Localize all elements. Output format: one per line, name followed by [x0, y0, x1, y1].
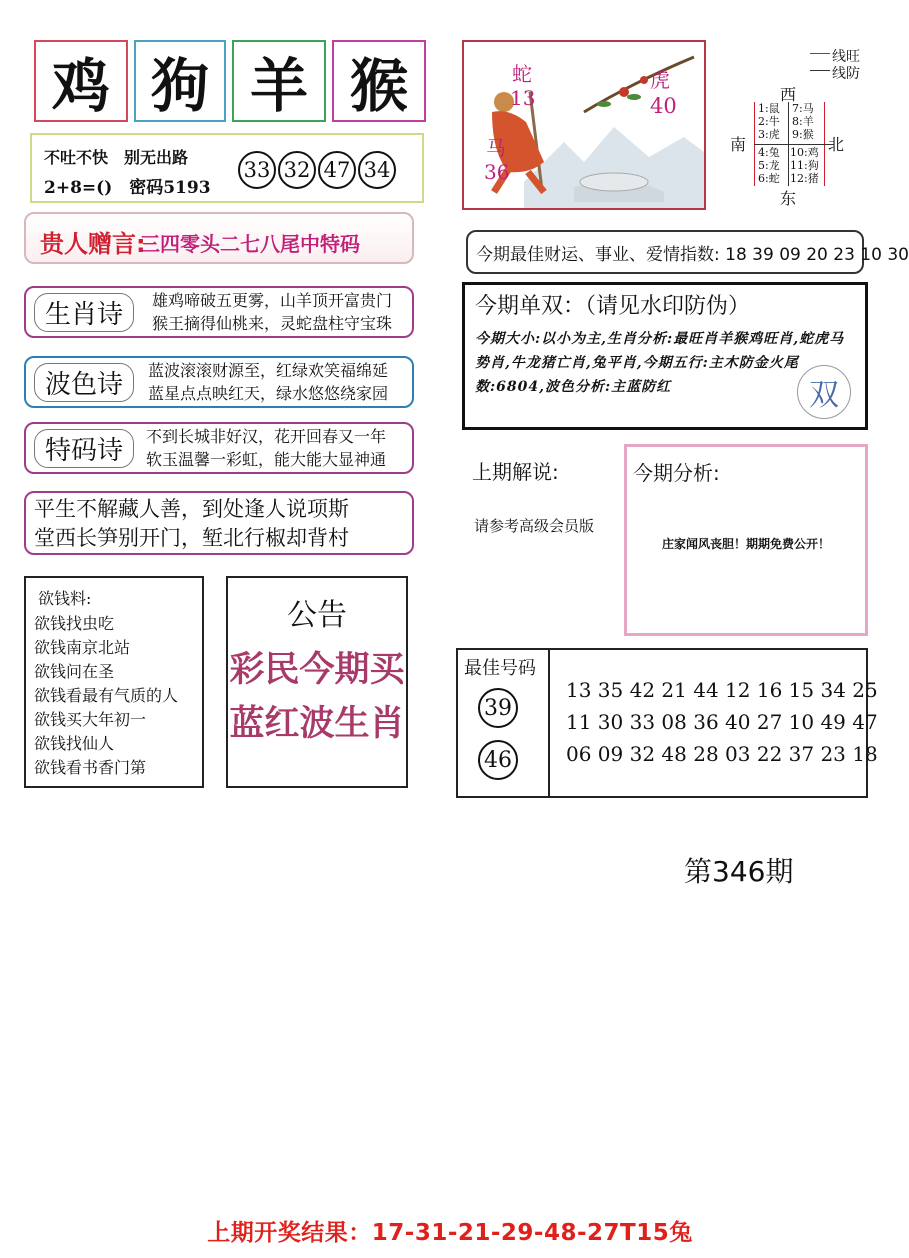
compass-col-1b: 4:兔 5:龙 6:蛇 — [758, 146, 780, 185]
list-item: 欲钱找仙人 — [34, 734, 115, 753]
riddle-numbers — [238, 151, 398, 189]
legend-lucky: 线旺 — [832, 49, 860, 65]
snake-label: 蛇 — [512, 62, 532, 86]
number-circle: 32 — [278, 151, 316, 189]
color-poem-label: 波色诗 — [34, 363, 134, 402]
last-explain-title: 上期解说: — [472, 460, 559, 484]
riddle-line-1: 不吐不快 别无出路 — [44, 148, 189, 167]
zodiac-label: 猴 — [349, 52, 408, 120]
riddle-box — [30, 133, 424, 203]
single-double-title: 今期单双：（请见水印防伪） — [475, 294, 751, 319]
watermark-stamp-icon: 双 — [797, 365, 851, 419]
riddle-line-2: 2+8=() 密码5193 — [44, 178, 211, 198]
analysis-box — [624, 444, 868, 636]
special-poem-box — [24, 422, 414, 474]
fortune-index-box — [466, 230, 909, 274]
zodiac-poem-box — [24, 286, 414, 338]
noble-words-label: 贵人赠言: — [40, 230, 146, 258]
zodiac-label: 鸡 — [51, 52, 110, 120]
zodiac-box-dog — [134, 40, 226, 122]
color-poem-box — [24, 356, 414, 408]
analysis-title: 今期分析: — [633, 461, 720, 485]
number-circle: 47 — [318, 151, 356, 189]
compass-south: 南 — [730, 135, 747, 154]
best-numbers-box — [456, 648, 878, 798]
compass-col-1a: 1:鼠 2:牛 3:虎 — [758, 102, 780, 141]
poem-line: 雄鸡啼破五更雾，山羊顶开富贵门 — [152, 291, 393, 310]
number-circle: 34 — [358, 151, 396, 189]
zodiac-picture — [462, 40, 706, 210]
number-row: 13 35 42 21 44 12 16 15 34 25 — [566, 678, 878, 702]
zodiac-box-rooster — [34, 40, 128, 122]
horse-number: 36 — [484, 160, 510, 184]
number-row: 11 30 33 08 36 40 27 10 49 47 — [566, 710, 878, 734]
list-item: 欲钱看书香门第 — [34, 758, 147, 777]
notice-title: 公告 — [287, 598, 347, 633]
snake-number: 13 — [510, 86, 536, 110]
analysis-text: 庄家闻风丧胆！期期免费公开！ — [661, 537, 830, 551]
best-pick-circle: 39 — [478, 688, 518, 728]
compass-chart — [724, 40, 874, 210]
list-item: 欲钱看最有气质的人 — [34, 686, 179, 705]
issue-number: 第346期 — [684, 855, 794, 888]
noble-words-banner — [24, 212, 414, 264]
poem-line: 猴王摘得仙桃来，灵蛇盘柱守宝珠 — [152, 314, 393, 333]
verse-line: 堂西长笋别开门，堑北行椒却背村 — [34, 526, 349, 550]
money-riddle-box — [24, 576, 204, 788]
single-double-box — [462, 282, 868, 430]
poem-line: 蓝星点点映红天，绿水悠悠绕家园 — [148, 384, 389, 403]
fortune-index-text: 今期最佳财运、事业、爱情指数: 18 39 09 20 23 10 30 — [476, 245, 909, 265]
verse-line: 平生不解藏人善，到处逢人说项斯 — [34, 497, 349, 521]
last-explain-note: 请参考高级会员版 — [474, 517, 595, 535]
zodiac-box-monkey — [332, 40, 426, 122]
best-numbers-grid — [566, 674, 878, 770]
list-item: 欲钱南京北站 — [34, 638, 131, 657]
notice-line-2: 蓝红波生肖 — [229, 703, 405, 744]
compass-col-2b: 10:鸡 11:狗 12:猪 — [790, 146, 819, 185]
best-pick-circle: 46 — [478, 740, 518, 780]
zodiac-box-goat — [232, 40, 326, 122]
horse-label: 马 — [486, 136, 506, 160]
single-double-body: 今期大小:以小为主,生肖分析:最旺肖羊猴鸡旺肖,蛇虎马势肖,牛龙猪亡肖,兔平肖,今期五行:主木防金火尾数:6804,波色分析:主蓝防红 — [475, 331, 845, 395]
compass-north: 北 — [828, 135, 845, 154]
last-draw-result: 上期开奖结果：17-31-21-29-48-27T15兔 — [207, 1220, 693, 1246]
compass-col-2a: 7:马 8:羊 9:猴 — [792, 102, 814, 141]
tiger-label: 虎 — [650, 68, 670, 92]
legend-black-line — [810, 70, 830, 71]
zodiac-poem-label: 生肖诗 — [34, 293, 134, 332]
zodiac-label: 羊 — [249, 52, 308, 120]
verse-text — [34, 495, 349, 553]
poem-line: 软玉温馨一彩虹，能大能大显神通 — [146, 450, 387, 469]
money-riddle-title: 欲钱料: — [38, 589, 92, 608]
notice-line-1: 彩民今期买 — [229, 649, 405, 690]
verse-box — [24, 491, 414, 555]
compass-east: 东 — [780, 189, 797, 208]
poem-line: 不到长城非好汉，花开回春又一年 — [146, 427, 387, 446]
number-row: 06 09 32 48 28 03 22 37 23 18 — [566, 742, 878, 766]
poem-line: 蓝波滚滚财源至，红绿欢笑福绵延 — [148, 361, 389, 380]
special-poem-label: 特码诗 — [34, 429, 134, 468]
list-item: 欲钱找虫吃 — [34, 614, 115, 633]
compass-west: 西 — [780, 85, 797, 104]
list-item: 欲钱问在圣 — [34, 662, 115, 681]
noble-words-text: 三四零头二七八尾中特码 — [140, 232, 360, 256]
tiger-number: 40 — [650, 94, 677, 118]
notice-box — [226, 576, 408, 788]
zodiac-poem-text — [152, 289, 392, 335]
best-picks-panel — [458, 650, 550, 796]
color-poem-text — [148, 359, 388, 405]
special-poem-text — [146, 425, 386, 471]
zodiac-label: 狗 — [150, 52, 209, 120]
money-riddle-list — [34, 612, 178, 780]
legend-guard: 线防 — [832, 66, 860, 82]
list-item: 欲钱买大年初一 — [34, 710, 147, 729]
best-numbers-title: 最佳号码 — [464, 658, 536, 679]
legend-red-line — [810, 53, 830, 54]
number-circle: 33 — [238, 151, 276, 189]
